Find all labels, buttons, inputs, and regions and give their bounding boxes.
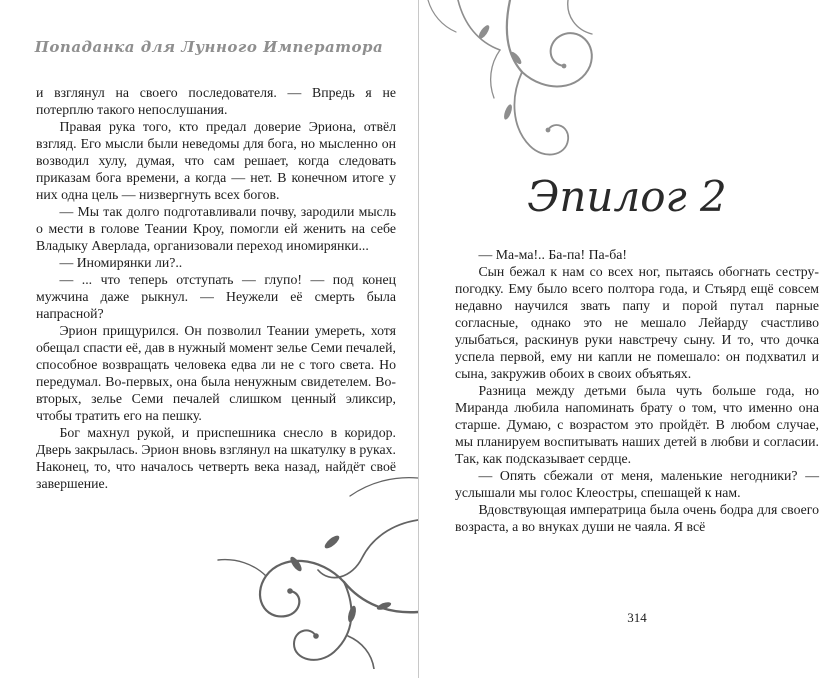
floral-flourish-top-icon <box>420 0 605 172</box>
body-paragraph: и взглянул на своего последователя. — Впредь я не потерплю такого непослушания. <box>36 85 396 117</box>
right-page <box>418 0 836 678</box>
body-paragraph: Правая рука того, кто предал доверие Эриона, отвёл взгляд. Его мысли были неведомы для бога, но мысленно он возводил хулу, думая, что сам решает, когда следовать приказам бога времени, а когда — нет. В конечном итоге у них одна цель — низвергнуть всех богов. <box>36 119 396 202</box>
body-paragraph: — Ма-ма!.. Ба-па! Па-ба! <box>478 247 627 262</box>
left-page-text <box>36 84 396 492</box>
body-paragraph: — Мы так долго подготавливали почву, зародили мысль о мести в голове Теании Кроу, помогли ей женить на себе Владыку Аверлада, организовали переход иномирянки... <box>36 204 396 253</box>
body-paragraph: Эрион прищурился. Он позволил Теании умереть, хотя обещал спасти её, дав в нужный момент зелье Семи печалей, способное возвращать человека едва ли не с того света. Но передумал. Во-первых, она была ненужным свидетелем. Во-вторых, зелье Семи печалей слишком ценный эликсир, чтобы тратить его на пешку. <box>36 323 396 423</box>
body-paragraph: — ... что теперь отступать — глупо! — под конец мужчина даже рыкнул. — Неужели её смерть была напрасной? <box>36 272 396 321</box>
body-paragraph: — Опять сбежали от меня, маленькие негодники? — услышали мы голос Клеостры, спешащей к нам. <box>455 468 819 500</box>
floral-flourish-bottom-icon <box>212 464 418 669</box>
body-paragraph: Разница между детьми была чуть больше года, но Миранда любила напоминать брату о том, что именно она старше. Думаю, с возрастом это пройдёт. В любом случае, мы планируем воспитывать наших детей в любви и согласии. Так, как подсказывает сердце. <box>455 383 819 466</box>
right-page-text <box>455 246 819 535</box>
page-number: 314 <box>627 610 647 625</box>
body-paragraph: — Иномирянки ли?.. <box>59 255 183 270</box>
body-paragraph: Вдовствующая императрица была очень бодра для своего возраста, а во внуках души не чаяла. Я всё <box>455 502 819 534</box>
body-paragraph: Бог махнул рукой, и приспешника снесло в коридор. Дверь закрылась. Эрион вновь взглянул на шкатулку в руках. Наконец, то, что началось четверть века назад, найдёт своё завершение. <box>36 425 396 491</box>
chapter-title: Эпилог 2 <box>527 172 727 221</box>
running-title: Попаданка для Лунного Императора <box>34 38 384 56</box>
body-paragraph: Сын бежал к нам со всех ног, пытаясь обогнать сестру-погодку. Ему было всего полтора года, и Стьярд ещё совсем недавно научился звать папу и порой путал парные согласные, однако это не мешало Лейарду счастливо улыбаться, раскинув руки навстречу сыну. И то, что дочка успела первой, ему ни капли не помешало: он подхватил и сына, закружив обоих в своих объятьях. <box>455 264 819 381</box>
